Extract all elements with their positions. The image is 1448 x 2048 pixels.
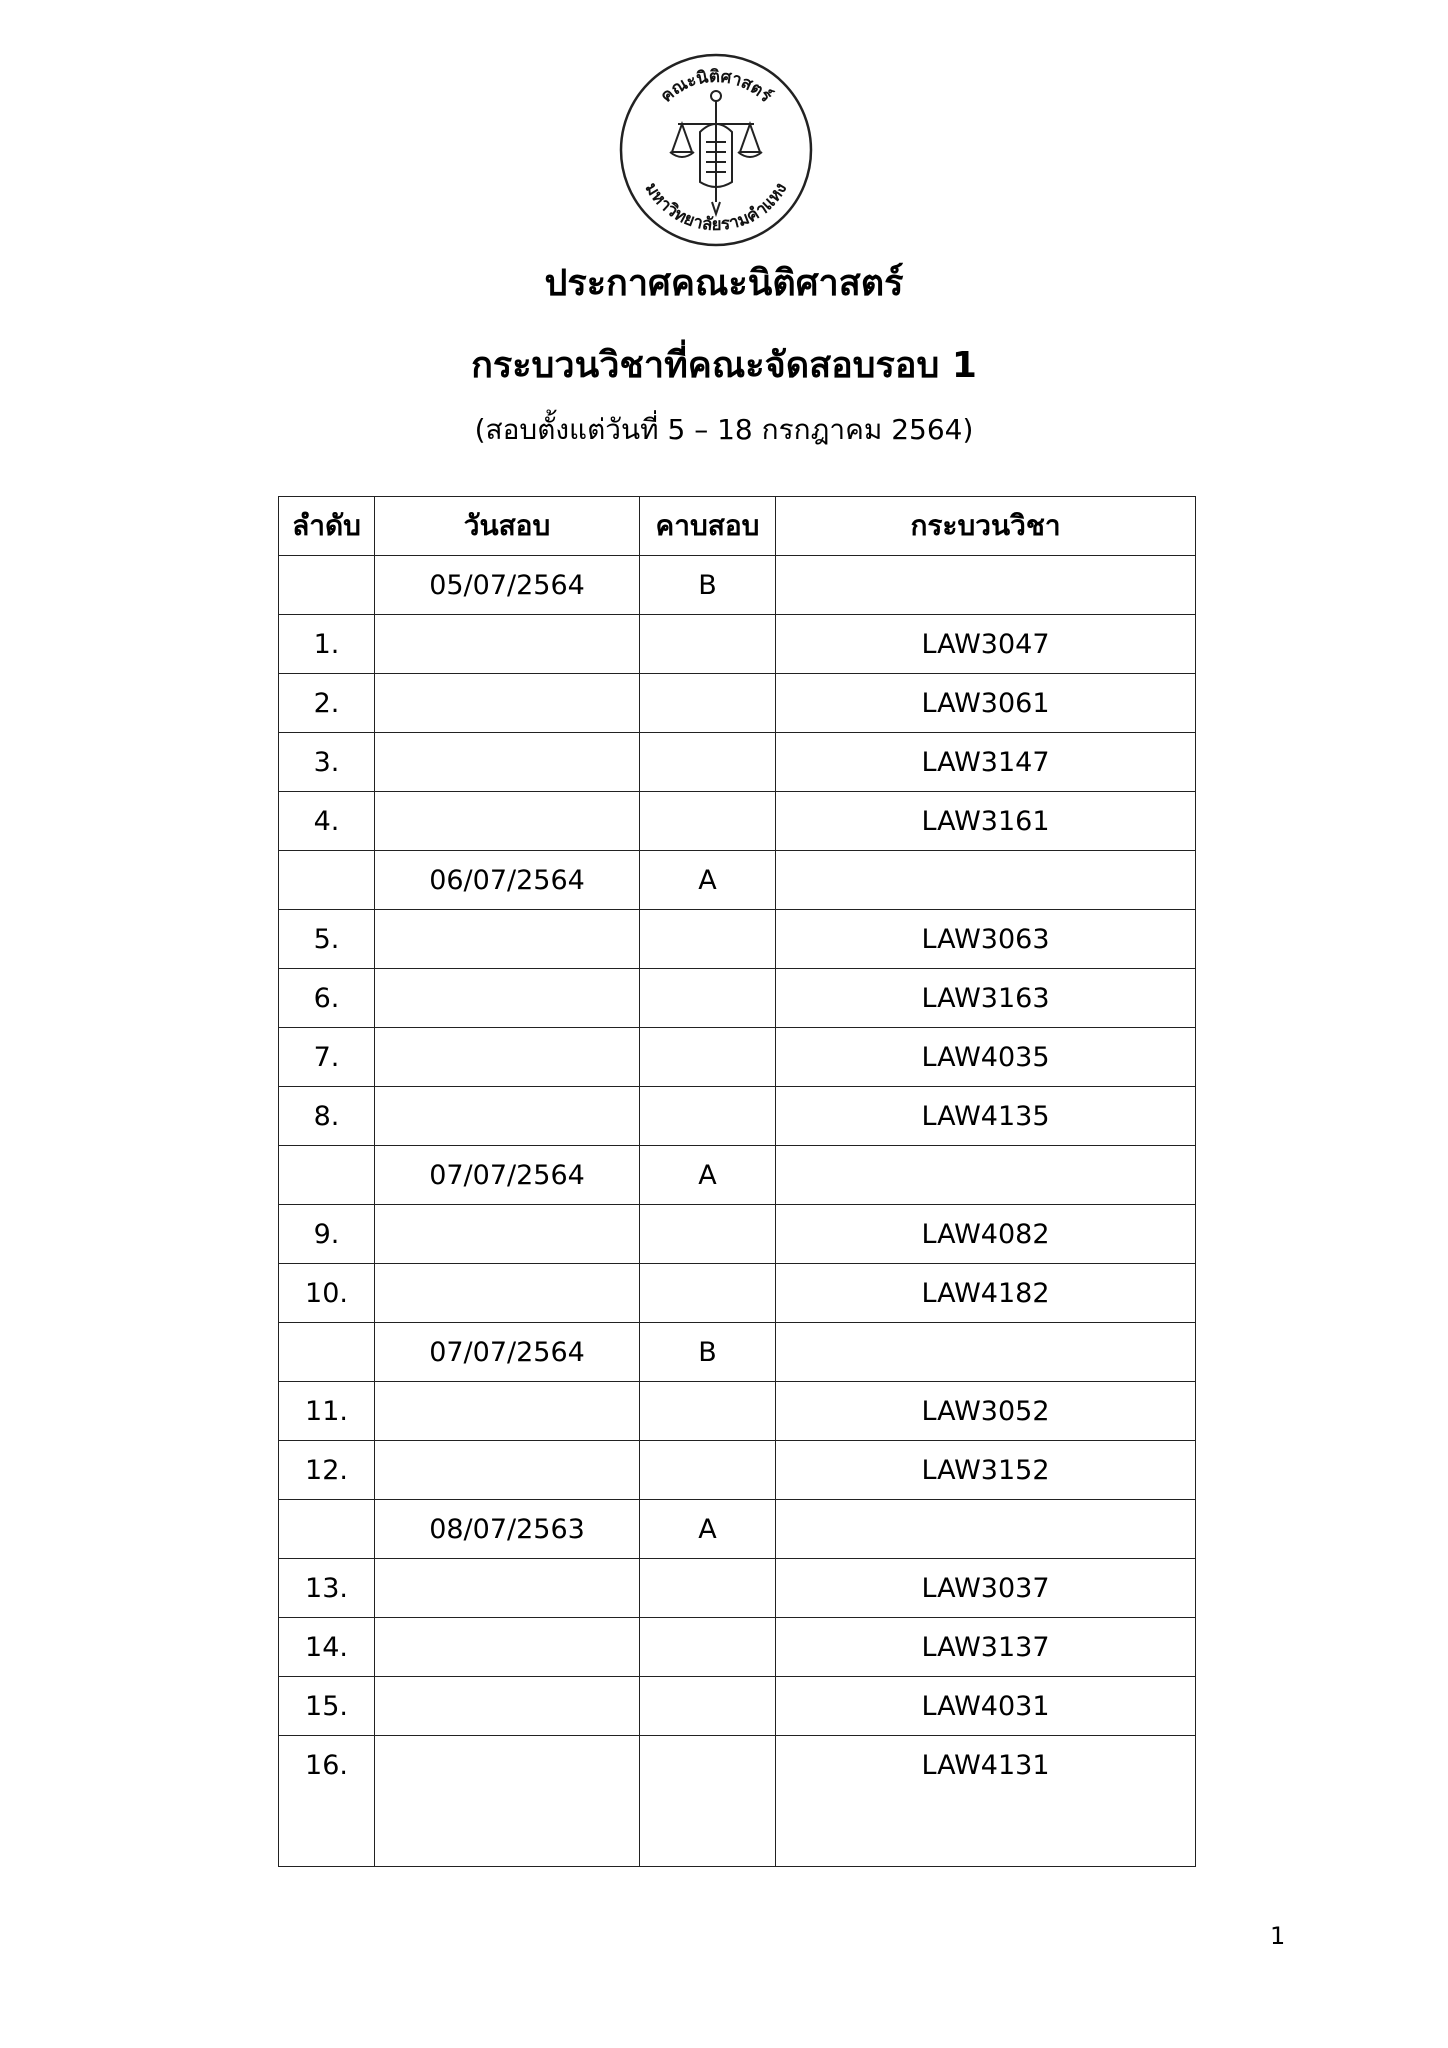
col-header-order: ลำดับ [279,497,375,556]
cell-course [776,556,1196,615]
announcement-subtitle: กระบวนวิชาที่คณะจัดสอบรอบ 1 [471,345,977,386]
cell-exam-period: A [640,1146,776,1205]
cell-order: 5. [279,910,375,969]
table-row [279,1382,1196,1441]
table-row [279,910,1196,969]
table-row [279,1736,1196,1867]
cell-exam-date [375,1028,640,1087]
cell-order [279,1146,375,1205]
cell-course: LAW4131 [776,1736,1196,1867]
table-row [279,1500,1196,1559]
cell-exam-period [640,792,776,851]
table-row [279,1205,1196,1264]
col-header-exam-period: คาบสอบ [640,497,776,556]
svg-text:คณะนิติศาสตร์: คณะนิติศาสตร์ [656,66,776,107]
cell-exam-date [375,733,640,792]
cell-order: 16. [279,1736,375,1867]
col-header-exam-date: วันสอบ [375,497,640,556]
cell-order: 14. [279,1618,375,1677]
cell-exam-period [640,1382,776,1441]
cell-order: 6. [279,969,375,1028]
cell-exam-date [375,792,640,851]
cell-course [776,1146,1196,1205]
cell-exam-date [375,1264,640,1323]
cell-course: LAW3063 [776,910,1196,969]
faculty-seal-logo [618,52,814,248]
table-row [279,1087,1196,1146]
cell-exam-date [375,1618,640,1677]
cell-course: LAW4082 [776,1205,1196,1264]
exam-schedule-table [278,496,1196,1867]
cell-order: 11. [279,1382,375,1441]
cell-order [279,556,375,615]
announcement-title: ประกาศคณะนิติศาสตร์ [544,263,904,304]
cell-course: LAW3147 [776,733,1196,792]
table-row [279,1028,1196,1087]
cell-exam-period [640,1264,776,1323]
cell-exam-period [640,1028,776,1087]
table-row [279,1264,1196,1323]
cell-exam-date [375,969,640,1028]
cell-course: LAW3163 [776,969,1196,1028]
table-row [279,733,1196,792]
cell-exam-date [375,1736,640,1867]
cell-order: 8. [279,1087,375,1146]
cell-exam-period [640,969,776,1028]
cell-exam-period [640,733,776,792]
cell-exam-period [640,1618,776,1677]
cell-exam-period: B [640,556,776,615]
cell-exam-date: 06/07/2564 [375,851,640,910]
cell-exam-date [375,1205,640,1264]
cell-course [776,1500,1196,1559]
cell-exam-date [375,1441,640,1500]
cell-exam-date [375,1382,640,1441]
cell-exam-period [640,1441,776,1500]
table-row [279,792,1196,851]
cell-exam-date [375,1087,640,1146]
cell-order: 10. [279,1264,375,1323]
svg-text:มหาวิทยาลัยรามคำแหง: มหาวิทยาลัยรามคำแหง [640,179,792,236]
cell-order: 4. [279,792,375,851]
table-row [279,615,1196,674]
cell-exam-period: A [640,1500,776,1559]
table-row [279,851,1196,910]
cell-course: LAW4135 [776,1087,1196,1146]
cell-order [279,1500,375,1559]
table-row [279,1677,1196,1736]
cell-exam-date [375,1559,640,1618]
cell-exam-date: 08/07/2563 [375,1500,640,1559]
cell-exam-period: B [640,1323,776,1382]
cell-order: 1. [279,615,375,674]
cell-course: LAW4031 [776,1677,1196,1736]
table-header-row [279,497,1196,556]
table-row [279,969,1196,1028]
cell-course: LAW3161 [776,792,1196,851]
cell-exam-date [375,1677,640,1736]
cell-exam-period [640,1205,776,1264]
cell-exam-date: 05/07/2564 [375,556,640,615]
table-row [279,556,1196,615]
cell-course: LAW4035 [776,1028,1196,1087]
cell-exam-period [640,674,776,733]
cell-course: LAW4182 [776,1264,1196,1323]
cell-exam-period [640,1559,776,1618]
exam-period: (สอบตั้งแต่วันที่ 5 – 18 กรกฎาคม 2564) [474,413,974,446]
cell-course: LAW3061 [776,674,1196,733]
table-row [279,1146,1196,1205]
cell-course [776,1323,1196,1382]
cell-exam-period: A [640,851,776,910]
cell-order: 3. [279,733,375,792]
page-number: 1 [1270,1922,1286,1950]
cell-exam-date [375,910,640,969]
col-header-course: กระบวนวิชา [776,497,1196,556]
cell-order: 12. [279,1441,375,1500]
cell-order [279,1323,375,1382]
cell-course: LAW3037 [776,1559,1196,1618]
table-row [279,1618,1196,1677]
cell-order: 13. [279,1559,375,1618]
cell-exam-date: 07/07/2564 [375,1323,640,1382]
cell-order: 2. [279,674,375,733]
cell-exam-period [640,1736,776,1867]
cell-exam-date [375,615,640,674]
cell-exam-period [640,1087,776,1146]
table-row [279,674,1196,733]
cell-exam-date [375,674,640,733]
cell-course: LAW3047 [776,615,1196,674]
table-row [279,1323,1196,1382]
cell-exam-period [640,1677,776,1736]
cell-exam-period [640,615,776,674]
cell-course [776,851,1196,910]
table-row [279,1441,1196,1500]
cell-course: LAW3137 [776,1618,1196,1677]
cell-order: 15. [279,1677,375,1736]
cell-order: 9. [279,1205,375,1264]
cell-course: LAW3052 [776,1382,1196,1441]
table-row [279,1559,1196,1618]
cell-order [279,851,375,910]
cell-course: LAW3152 [776,1441,1196,1500]
cell-exam-period [640,910,776,969]
cell-order: 7. [279,1028,375,1087]
cell-exam-date: 07/07/2564 [375,1146,640,1205]
